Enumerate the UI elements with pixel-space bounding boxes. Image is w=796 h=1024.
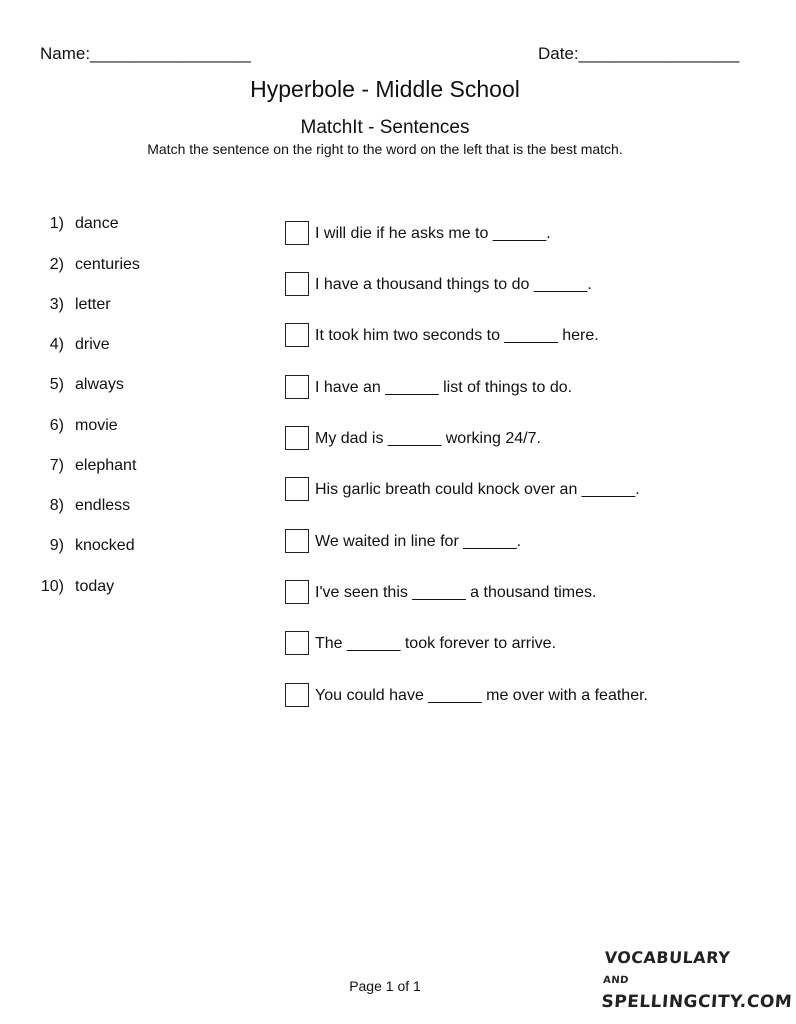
- word-number: 5): [49, 376, 64, 393]
- word-number: 8): [49, 497, 64, 514]
- answer-box[interactable]: [285, 477, 309, 501]
- logo-line-1: VOCABULARY: [603, 948, 731, 967]
- word-text: dance: [75, 215, 119, 232]
- instructions: Match the sentence on the right to the word on the left that is the best match.: [147, 141, 623, 157]
- word-text: centuries: [75, 256, 140, 273]
- word-text: endless: [75, 497, 131, 514]
- sentence-text: I will die if he asks me to ______.: [315, 225, 551, 242]
- sentence-text: My dad is ______ working 24/7.: [315, 430, 541, 447]
- vocabulary-spellingcity-logo: [600, 948, 793, 1013]
- page-subtitle: MatchIt - Sentences: [300, 117, 470, 138]
- word-text: always: [75, 376, 124, 393]
- answer-box[interactable]: [285, 272, 309, 296]
- page-number: Page 1 of 1: [349, 978, 421, 994]
- answer-box[interactable]: [285, 683, 309, 707]
- word-number: 7): [49, 457, 64, 474]
- sentence-text: I have a thousand things to do ______.: [315, 276, 592, 293]
- sentence-text: I've seen this ______ a thousand times.: [315, 584, 597, 601]
- word-number: 4): [49, 336, 64, 353]
- answer-box[interactable]: [285, 426, 309, 450]
- word-number: 6): [49, 417, 64, 434]
- answer-box[interactable]: [285, 323, 309, 347]
- sentence-text: It took him two seconds to ______ here.: [315, 327, 599, 344]
- word-text: elephant: [75, 457, 137, 474]
- word-number: 10): [40, 578, 64, 595]
- sentence-text: You could have ______ me over with a feather.: [315, 687, 648, 704]
- word-text: today: [75, 578, 115, 595]
- sentence-text: The ______ took forever to arrive.: [315, 635, 557, 652]
- word-number: 2): [49, 256, 64, 273]
- name-field-label: Name:_________________: [40, 44, 251, 63]
- sentence-text: I have an ______ list of things to do.: [315, 379, 573, 396]
- page-title: Hyperbole - Middle School: [250, 76, 520, 102]
- word-number: 3): [49, 296, 64, 313]
- sentence-text: We waited in line for ______.: [315, 533, 522, 550]
- answer-box[interactable]: [285, 529, 309, 553]
- date-field-label: Date:_________________: [538, 44, 740, 63]
- logo-line-2: SPELLINGCITY.COM: [600, 992, 793, 1012]
- word-number: 9): [49, 537, 64, 554]
- word-text: letter: [75, 296, 111, 313]
- word-number: 1): [49, 215, 64, 232]
- word-text: movie: [75, 417, 118, 434]
- answer-box[interactable]: [285, 221, 309, 245]
- word-text: knocked: [75, 537, 135, 554]
- answer-box[interactable]: [285, 580, 309, 604]
- sentence-text: His garlic breath could knock over an ______.: [315, 481, 640, 498]
- answer-box[interactable]: [285, 375, 309, 399]
- word-text: drive: [75, 336, 110, 353]
- logo-and: AND: [602, 975, 630, 986]
- answer-box[interactable]: [285, 631, 309, 655]
